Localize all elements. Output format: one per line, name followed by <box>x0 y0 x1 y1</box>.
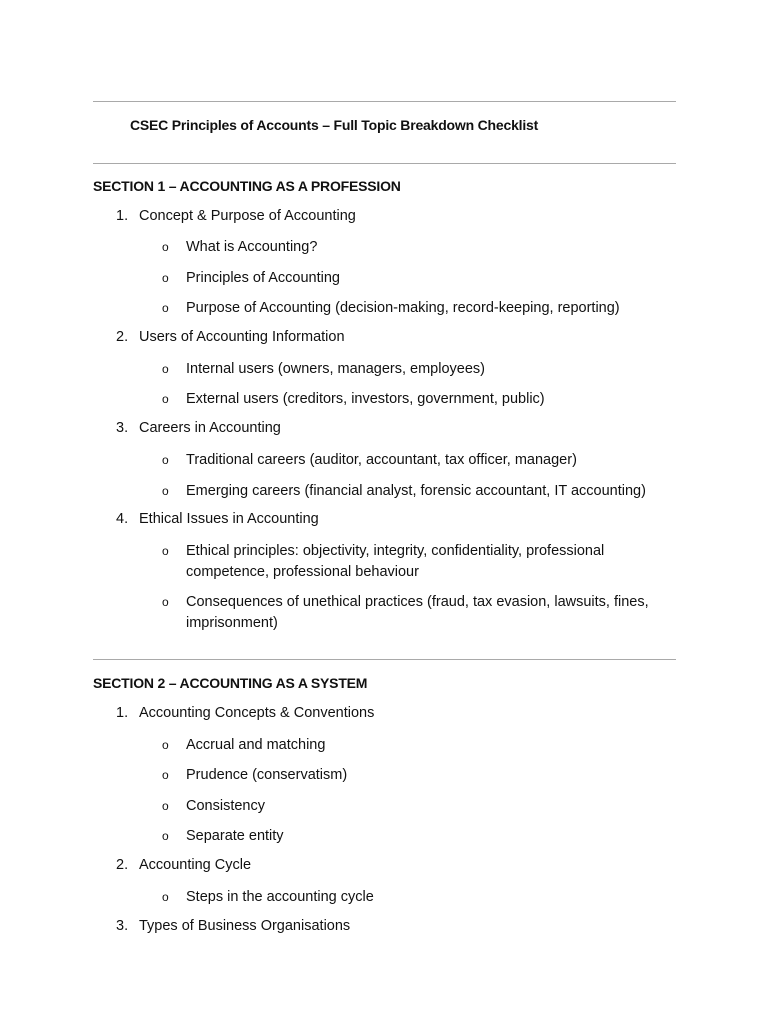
bullet-icon: o <box>162 768 169 782</box>
sub-list-item <box>162 826 682 847</box>
list-item-number: 2. <box>116 857 129 873</box>
bullet-icon: o <box>162 890 169 904</box>
list-item <box>116 918 350 934</box>
sub-list-item-text: Internal users (owners, managers, employees) <box>186 361 485 377</box>
bullet-icon: o <box>162 453 169 467</box>
bullet-icon: o <box>162 484 169 498</box>
sub-list-item <box>162 389 682 410</box>
list-item-label: Users of Accounting Information <box>139 329 345 345</box>
sub-list-item-text: Consistency <box>186 798 265 814</box>
sub-list-item <box>162 481 682 502</box>
list-item-label: Accounting Concepts & Conventions <box>139 705 375 721</box>
sub-list-item <box>162 735 682 756</box>
bullet-icon: o <box>162 829 169 843</box>
bullet-icon: o <box>162 362 169 376</box>
section-1-heading: SECTION 1 – ACCOUNTING AS A PROFESSION <box>93 178 401 194</box>
list-item <box>116 705 374 721</box>
sub-list-item-text: Principles of Accounting <box>186 270 340 286</box>
sub-list-item <box>162 796 682 817</box>
list-item <box>116 857 251 873</box>
sub-list-item-text: Steps in the accounting cycle <box>186 889 374 905</box>
list-item-label: Careers in Accounting <box>139 420 281 436</box>
list-item <box>116 329 345 345</box>
sub-list-item <box>162 298 682 319</box>
bullet-icon: o <box>162 301 169 315</box>
sub-list-item-text: Prudence (conservatism) <box>186 767 348 783</box>
list-item-label: Concept & Purpose of Accounting <box>139 208 356 224</box>
bullet-icon: o <box>162 392 169 406</box>
list-item-number: 1. <box>116 208 129 224</box>
list-item <box>116 511 319 527</box>
bullet-icon: o <box>162 595 169 609</box>
sub-list-item-text: Purpose of Accounting (decision-making, record-keeping, reporting) <box>186 300 620 316</box>
list-item-number: 3. <box>116 420 129 436</box>
list-item-number: 4. <box>116 511 129 527</box>
sub-list-item-text: Traditional careers (auditor, accountant, tax officer, manager) <box>186 452 577 468</box>
list-item-label: Ethical Issues in Accounting <box>139 511 319 527</box>
sub-list-item-text: External users (creditors, investors, government, public) <box>186 391 545 407</box>
divider-top <box>93 101 676 102</box>
sub-list-item <box>162 887 682 908</box>
list-item <box>116 420 281 436</box>
divider-section-2 <box>93 659 676 660</box>
list-item-label: Types of Business Organisations <box>139 918 351 934</box>
list-item-label: Accounting Cycle <box>139 857 252 873</box>
sub-list-item-text: Emerging careers (financial analyst, forensic accountant, IT accounting) <box>186 483 646 499</box>
sub-list-item-text: Accrual and matching <box>186 737 326 753</box>
divider-after-title <box>93 163 676 164</box>
bullet-icon: o <box>162 544 169 558</box>
sub-list-item <box>162 592 682 634</box>
list-item-number: 1. <box>116 705 129 721</box>
sub-list-item <box>162 237 682 258</box>
list-item-number: 2. <box>116 329 129 345</box>
sub-list-item-text: Ethical principles: objectivity, integrity, confidentiality, professional competence, professional behaviour <box>186 543 605 580</box>
sub-list-item-text: Separate entity <box>186 828 284 844</box>
sub-list-item-text: Consequences of unethical practices (fraud, tax evasion, lawsuits, fines, imprisonment) <box>186 594 649 631</box>
bullet-icon: o <box>162 271 169 285</box>
bullet-icon: o <box>162 799 169 813</box>
bullet-icon: o <box>162 240 169 254</box>
list-item-number: 3. <box>116 918 129 934</box>
sub-list-item <box>162 765 682 786</box>
document-title: CSEC Principles of Accounts – Full Topic Breakdown Checklist <box>130 117 539 133</box>
sub-list-item <box>162 541 682 583</box>
bullet-icon: o <box>162 738 169 752</box>
list-item <box>116 208 356 224</box>
sub-list-item <box>162 450 682 471</box>
sub-list-item-text: What is Accounting? <box>186 239 318 255</box>
section-2-heading: SECTION 2 – ACCOUNTING AS A SYSTEM <box>93 675 368 691</box>
sub-list-item <box>162 268 682 289</box>
sub-list-item <box>162 359 682 380</box>
